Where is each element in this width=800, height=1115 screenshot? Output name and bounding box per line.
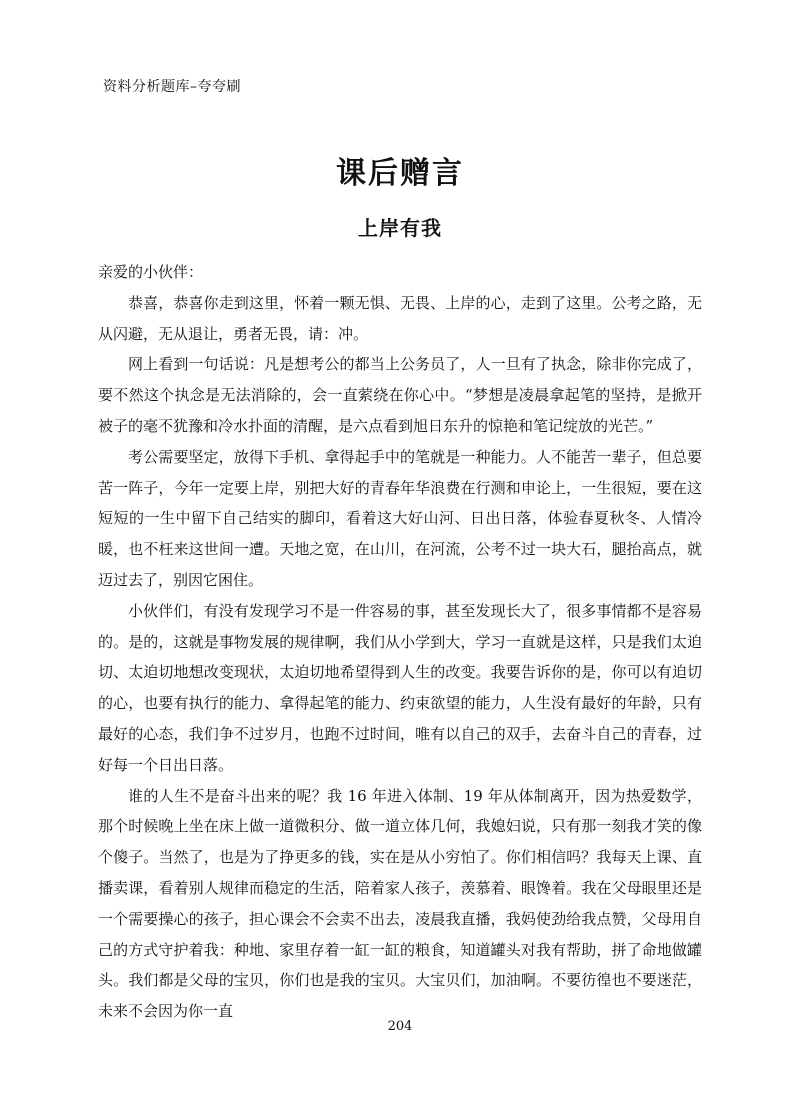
- paragraph: 考公需要坚定，放得下手机、拿得起手中的笔就是一种能力。人不能苦一辈子，但总要苦一阵子，今年一定要上岸，别把大好的青春年华浪费在行测和申论上，一生很短，要在这短短的一生中留下自己结实的脚印，看着这大好山河、日出日落，体验春夏秋冬、人情冷暖，也不枉来这世间一遭。天地之宽，在山川，在河流，公考不过一块大石，腿抬高点，就迈过去了，别因它困住。: [98, 447, 702, 589]
- paragraph: 恭喜，恭喜你走到这里，怀着一颗无惧、无畏、上岸的心，走到了这里。公考之路，无从闪避，无从退让，勇者无畏，请：冲。: [98, 293, 702, 343]
- greeting: 亲爱的小伙伴：: [98, 263, 204, 281]
- page-subtitle: 上岸有我: [358, 216, 442, 240]
- paragraph: 谁的人生不是奋斗出来的呢？我 16 年进入体制、19 年从体制离开，因为热爱数学，那个时候晚上坐在床上做一道微积分、做一道立体几何，我媳妇说，只有那一刻我才笑的像个傻子。当然了，也是为了挣更多的钱，实在是从小穷怕了。你们相信吗？我每天上课、直播卖课，看着别人规律而稳定的生活，陪着家人孩子，羡慕着、眼馋着。我在父母眼里还是一个需要操心的孩子，担心课会不会卖不出去，凌晨我直播，我妈使劲给我点赞，父母用自己的方式守护着我：种地、家里存着一缸一缸的粮食，知道罐头对我有帮助，拼了命地做罐头。我们都是父母的宝贝，你们也是我的宝贝。大宝贝们，加油啊。不要彷徨也不要迷茫，未来不会因为你一直: [98, 786, 702, 1021]
- paragraph: 小伙伴们，有没有发现学习不是一件容易的事，甚至发现长大了，很多事情都不是容易的。是的，这就是事物发展的规律啊，我们从小学到大，学习一直就是这样，只是我们太迫切、太迫切地想改变现状，太迫切地希望得到人生的改变。我要告诉你的是，你可以有迫切的心，也要有执行的能力、拿得起笔的能力、约束欲望的能力，人生没有最好的年龄，只有最好的心态，我们争不过岁月，也跑不过时间，唯有以自己的双手，去奋斗自己的青春，过好每一个日出日落。: [98, 601, 702, 774]
- body-text: [98, 257, 702, 1027]
- running-header: 资料分析题库–夸夸刷: [103, 79, 241, 95]
- paragraph: 网上看到一句话说：凡是想考公的都当上公务员了，人一旦有了执念，除非你完成了，要不然这个执念是无法消除的，会一直萦绕在你心中。“梦想是凌晨拿起笔的坚持，是掀开被子的毫不犹豫和冷水扑面的清醒，是六点看到旭日东升的惊艳和笔记绽放的光芒。”: [98, 355, 702, 435]
- page-title: 课后赠言: [336, 156, 464, 191]
- page-number: 204: [387, 1019, 413, 1034]
